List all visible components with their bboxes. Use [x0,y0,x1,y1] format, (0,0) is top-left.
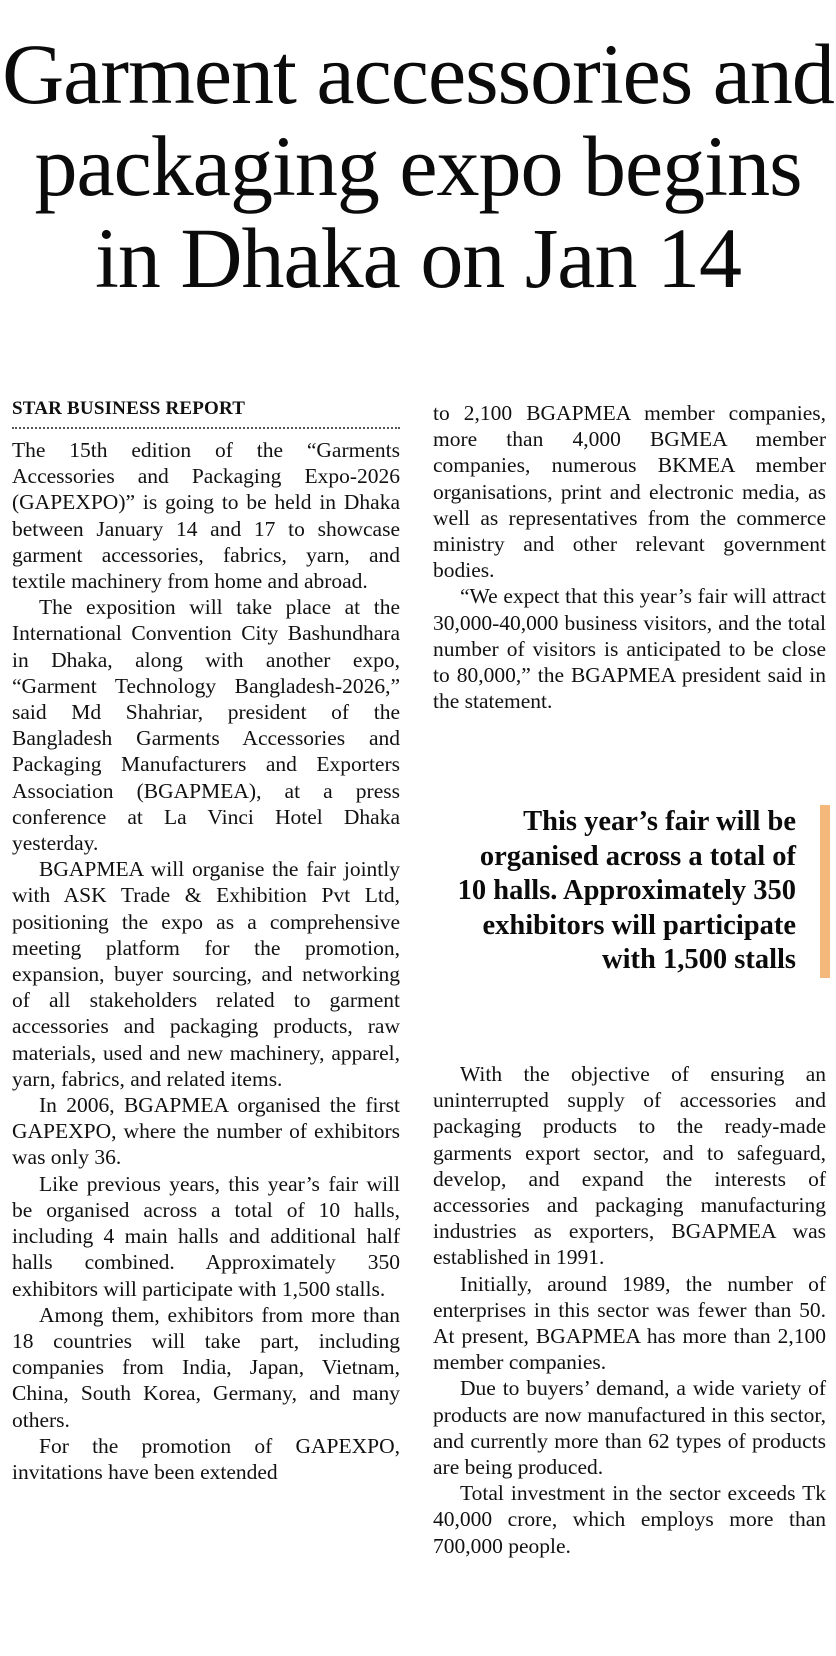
pull-quote: This year’s fair will be organised across a total of 10 halls. Approximately 350 exhibitors will participate with 1,500 stalls [446,805,830,978]
article-paragraph: Among them, exhibitors from more than 18 countries will take part, including companies from India, Japan, Vietnam, China, South Korea, Germany, and many others. [12,1302,400,1432]
article-paragraph: Initially, around 1989, the number of enterprises in this sector was fewer than 50. At present, BGAPMEA has more than 2,100 member companies. [433,1271,826,1375]
article-paragraph: In 2006, BGAPMEA organised the first GAPEXPO, where the number of exhibitors was only 36. [12,1093,400,1170]
article-paragraph: Like previous years, this year’s fair will be organised across a total of 10 halls, including 4 main halls and additional half halls combined. Approximately 350 exhibitors will participate with 1,500 stalls. [12,1171,400,1301]
article-paragraph: For the promotion of GAPEXPO, invitations have been extended [12,1433,400,1484]
article-column-left [12,397,400,1485]
article-paragraph: The exposition will take place at the International Convention City Bashundhara in Dhaka, along with another expo, “Garment Technology Bangladesh-2026,” said Md Shahriar, president of the Bangladesh Garments Accessories and Packaging Manufacturers and Exporters Association (BGAPMEA), at a press conference at La Vinci Hotel Dhaka yesterday. [12,595,400,856]
headline: Garment accessories and packaging expo begins in Dhaka on Jan 14 [2,26,834,306]
article-paragraph: “We expect that this year’s fair will attract 30,000-40,000 business visitors, and the total number of visitors is anticipated to be close to 80,000,” the BGAPMEA president said in the statement. [433,584,826,714]
article-paragraph-continued: to 2,100 BGAPMEA member companies, more than 4,000 BGMEA member companies, numerous BKMEA member organisations, print and electronic media, as well as representatives from the commerce ministry and other relevant government bodies. [433,401,826,583]
article-paragraph: The 15th edition of the “Garments Accessories and Packaging Expo-2026 (GAPEXPO)” is going to be held in Dhaka between January 14 and 17 to showcase garment accessories, fabrics, yarn, and textile machinery from home and abroad. [12,438,400,594]
article-column-right-top [433,400,826,714]
byline: STAR BUSINESS REPORT [12,397,400,429]
article-paragraph: With the objective of ensuring an uninterrupted supply of accessories and packaging products to the ready-made garments export sector, and to safeguard, develop, and expand the interests of accessories and packaging manufacturing industries as exporters, BGAPMEA was established in 1991. [433,1062,826,1270]
article-paragraph: Due to buyers’ demand, a wide variety of products are now manufactured in this sector, and currently more than 62 types of products are being produced. [433,1376,826,1480]
article-column-right-bottom [433,1061,826,1559]
article-paragraph: Total investment in the sector exceeds Tk 40,000 crore, which employs more than 700,000 people. [433,1481,826,1558]
article-paragraph: BGAPMEA will organise the fair jointly with ASK Trade & Exhibition Pvt Ltd, positioning the expo as a comprehensive meeting platform for the promotion, expansion, buyer sourcing, and networking of all stakeholders related to garment accessories and packaging products, raw materials, used and new machinery, apparel, yarn, fabrics, and related items. [12,857,400,1091]
